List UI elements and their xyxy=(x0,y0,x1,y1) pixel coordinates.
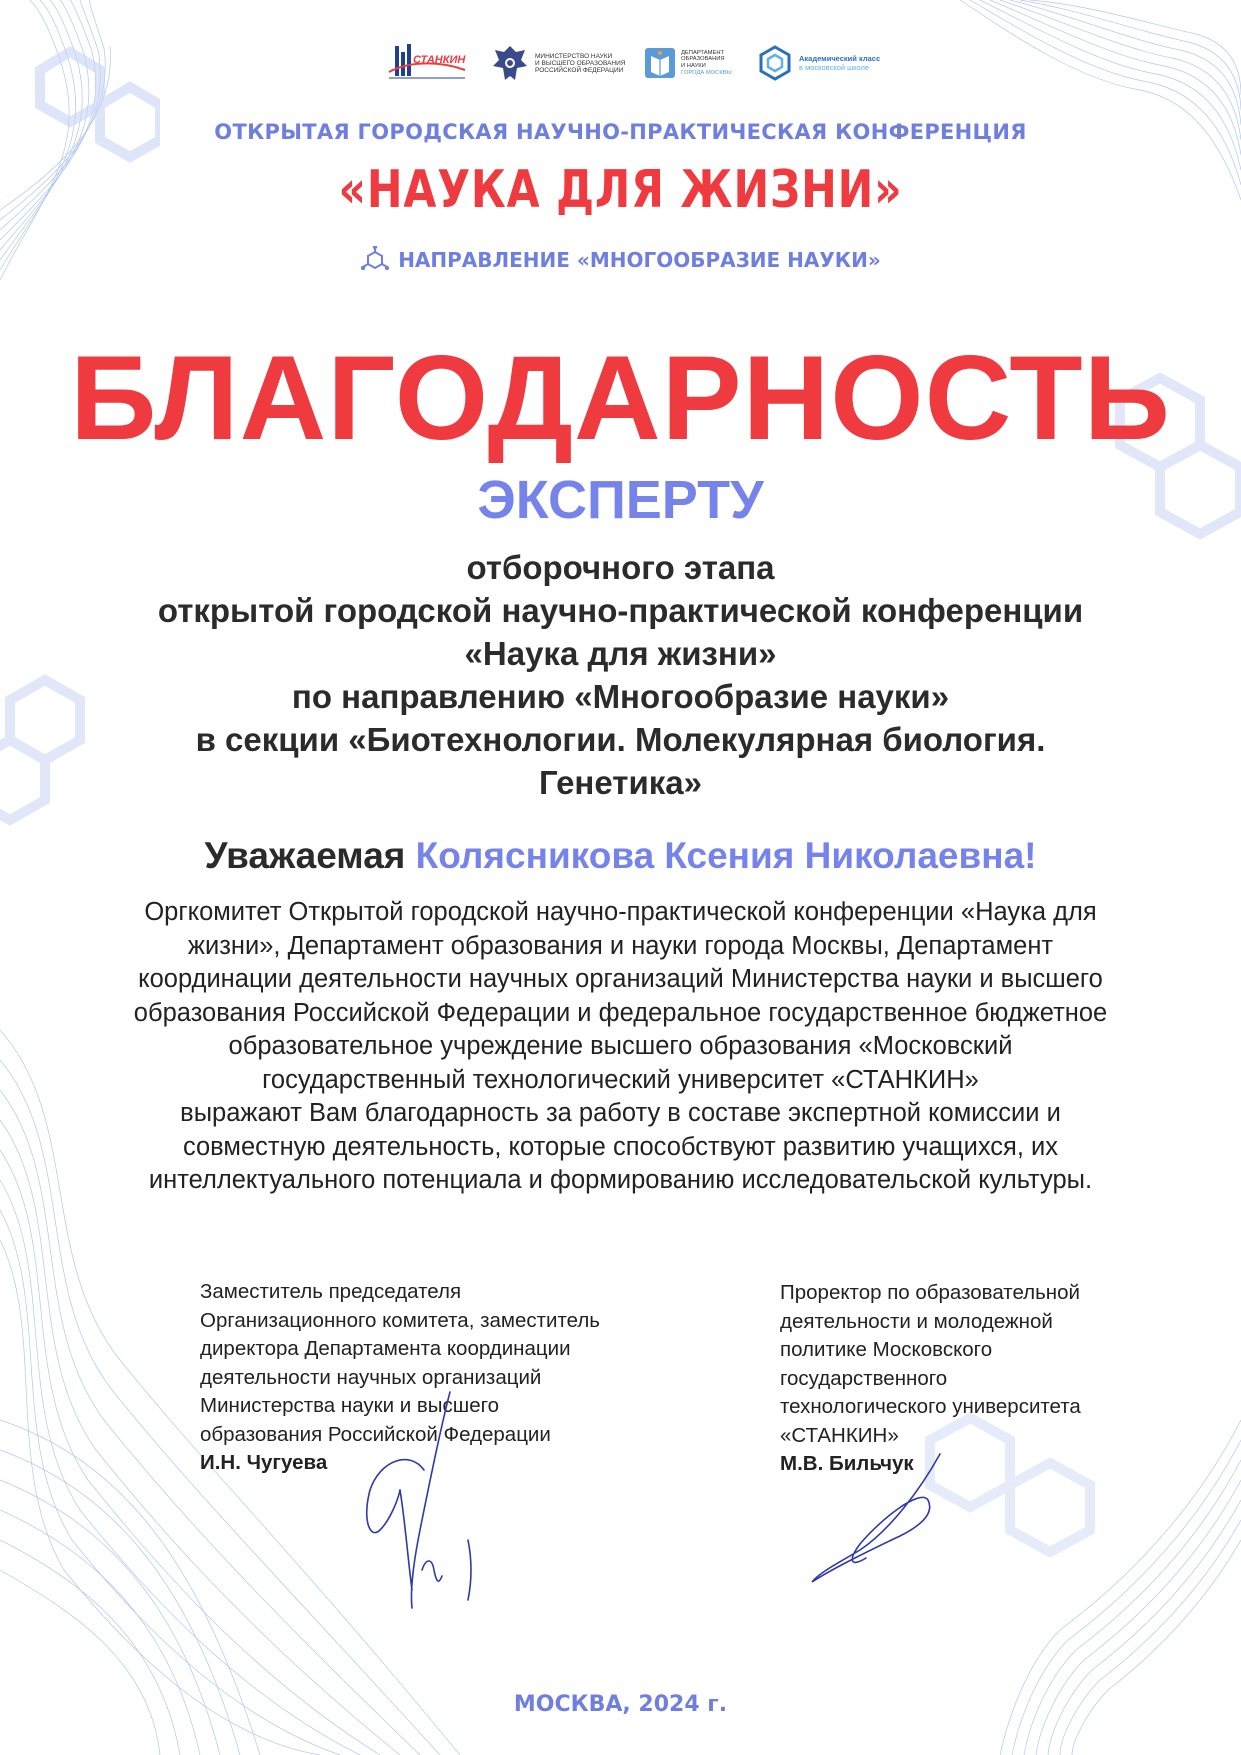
body-line: выражают Вам благодарность за работу в составе экспертной комиссии и xyxy=(180,1099,1061,1127)
signature-block-right xyxy=(780,1279,1180,1479)
molecule-icon xyxy=(360,246,390,274)
ministry-logo-line: МИНИСТЕРСТВО НАУКИ xyxy=(535,52,613,60)
body-line: совместную деятельность, которые способствуют развитию учащихся, их xyxy=(182,1132,1059,1161)
body-line: интеллектуального потенциала и формированию исследовательской культуры. xyxy=(148,1166,1093,1194)
purpose-line: в секции «Биотехнологии. Молекулярная биология. xyxy=(195,721,1046,758)
academic-class-logo xyxy=(757,40,897,86)
certificate-body xyxy=(0,896,1241,1198)
department-logo-line: ГОРОДА МОСКВЫ xyxy=(681,69,732,76)
body-line: образовательное учреждение высшего образования «Московский xyxy=(228,1032,1013,1060)
conference-label: ОТКРЫТАЯ ГОРОДСКАЯ НАУЧНО-ПРАКТИЧЕСКАЯ КОНФЕРЕНЦИЯ xyxy=(214,120,1027,144)
hexagon-decoration-left xyxy=(0,30,160,170)
stankin-logo xyxy=(387,40,467,86)
body-line: жизни», Департамент образования и науки города Москвы, Департамент xyxy=(187,931,1054,960)
body-line: Оргкомитет Открытой городской научно-практической конференции «Наука для xyxy=(144,898,1097,926)
conference-direction-text: НАПРАВЛЕНИЕ «МНОГООБРАЗИЕ НАУКИ» xyxy=(398,248,881,272)
signatory-position-line: Проректор по образовательной xyxy=(780,1281,1080,1304)
stankin-logo-text: СТАНКИН xyxy=(413,54,466,66)
signatory-position-line: «СТАНКИН» xyxy=(780,1423,899,1447)
recipient-role: ЭКСПЕРТУ xyxy=(477,470,764,530)
purpose-line: Генетика» xyxy=(539,764,702,801)
signatory-position-line: государственного xyxy=(780,1366,948,1390)
book-emblem-icon xyxy=(643,44,677,82)
certificate-purpose xyxy=(0,546,1241,804)
signature-block-left xyxy=(200,1278,700,1478)
purpose-line: отборочного этапа xyxy=(466,549,775,586)
greeting-word: Уважаемая xyxy=(204,835,406,876)
department-logo xyxy=(643,40,743,86)
recipient-name: Колясникова Ксения Николаевна! xyxy=(415,835,1037,876)
purpose-line: по направлению «Многообразие науки» xyxy=(291,678,950,715)
department-logo-line: ДЕПАРТАМЕНТ xyxy=(681,49,725,56)
ministry-logo-line: РОССИЙСКОЙ ФЕДЕРАЦИИ xyxy=(535,66,624,74)
signatory-position-line: Министерства науки и высшего xyxy=(200,1394,500,1417)
ministry-logo xyxy=(491,40,631,86)
purpose-line: открытой городской научно-практической конференции xyxy=(157,592,1084,629)
eagle-emblem-icon xyxy=(491,42,529,84)
academic-class-emblem-icon xyxy=(757,44,793,82)
body-line: образования Российской Федерации и федеральное государственное бюджетное xyxy=(133,998,1108,1027)
academic-class-logo-line: Академический класс xyxy=(799,54,881,63)
signatory-name: М.В. Бильчук xyxy=(780,1452,914,1475)
body-line: государственный технологический университет «СТАНКИН» xyxy=(262,1065,979,1094)
signatory-position-line: деятельности и молодежной xyxy=(780,1309,1053,1333)
ministry-logo-line: И ВЫСШЕГО ОБРАЗОВАНИЯ xyxy=(535,59,626,67)
signatory-position-line: образования Российской Федерации xyxy=(200,1422,551,1446)
signatory-position-line: Организационного комитета, заместитель xyxy=(200,1308,600,1332)
certificate-title: БЛАГОДАРНОСТЬ xyxy=(70,331,1171,465)
signatory-position-line: политике Московского xyxy=(780,1338,993,1361)
signatory-position-line: технологического университета xyxy=(780,1395,1081,1418)
body-line: координации деятельности научных организаций Министерства науки и высшего xyxy=(138,965,1103,993)
department-logo-line: ОБРАЗОВАНИЯ xyxy=(681,56,725,63)
signatory-name: И.Н. Чугуева xyxy=(200,1451,328,1474)
academic-class-logo-line: в московской школе xyxy=(799,63,870,72)
signatory-position-line: директора Департамента координации xyxy=(200,1337,571,1360)
footer-place-year: МОСКВА, 2024 г. xyxy=(513,1692,728,1717)
conference-direction xyxy=(0,246,1241,274)
greeting xyxy=(0,834,1241,878)
conference-title: «НАУКА ДЛЯ ЖИЗНИ» xyxy=(338,160,903,220)
signatory-position-line: деятельности научных организаций xyxy=(200,1365,542,1389)
signatory-position-line: Заместитель председателя xyxy=(200,1280,462,1303)
department-logo-line: И НАУКИ xyxy=(681,63,706,69)
logos-row xyxy=(385,40,905,90)
purpose-line: «Наука для жизни» xyxy=(464,635,777,672)
